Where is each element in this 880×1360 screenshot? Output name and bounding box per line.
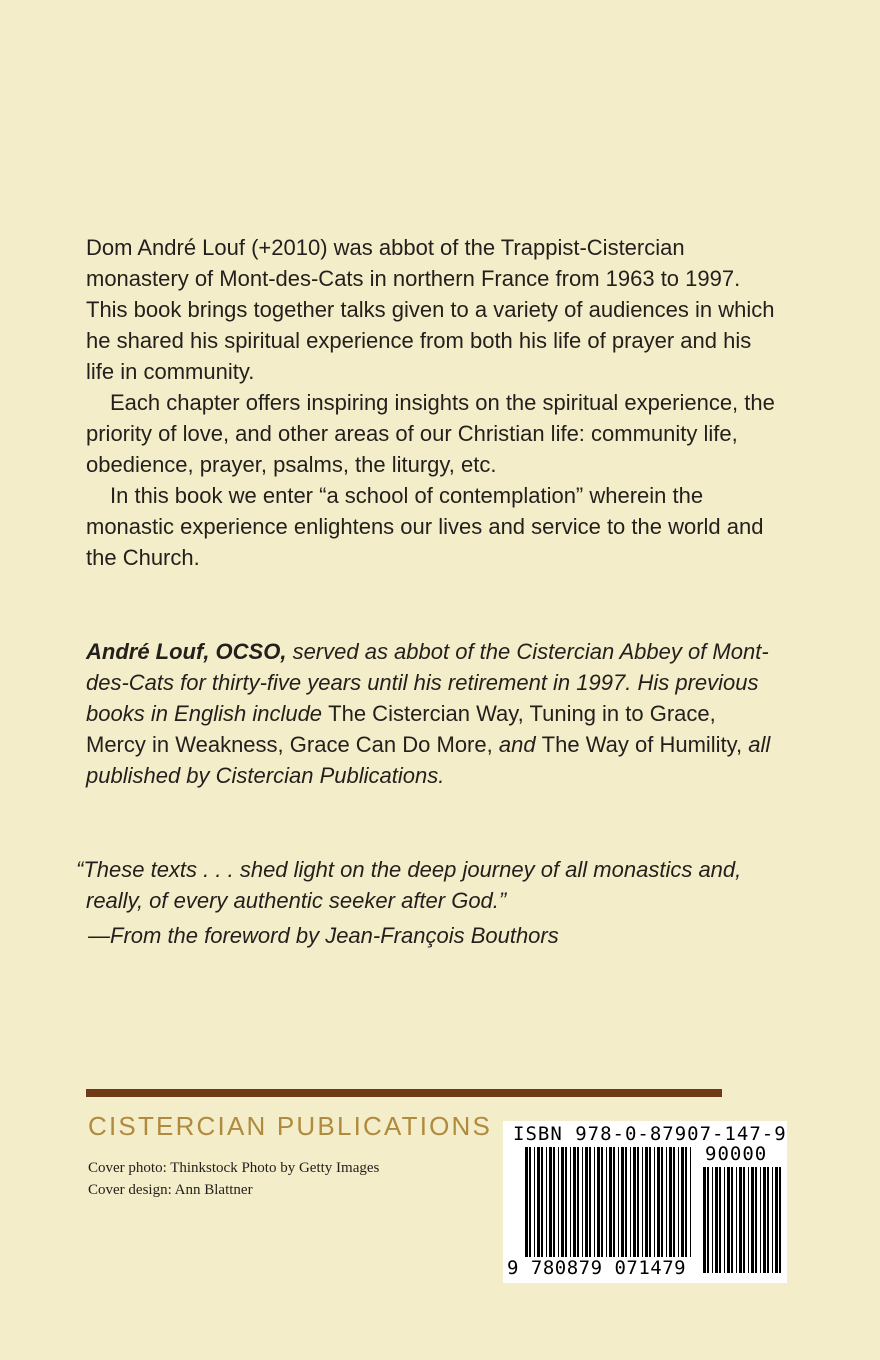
price-addon-digits: 90000 xyxy=(705,1143,768,1165)
ean-bar-33 xyxy=(657,1147,660,1257)
addon-bar-15 xyxy=(763,1167,766,1273)
addon-bar-3 xyxy=(715,1167,718,1273)
addon-bar-17 xyxy=(772,1167,773,1273)
isbn-label: ISBN 978-0-87907-147-9 xyxy=(513,1123,787,1145)
ean-bar-8 xyxy=(558,1147,559,1257)
ean-bar-14 xyxy=(582,1147,583,1257)
ean-bar-11 xyxy=(570,1147,571,1257)
ean-bar-7 xyxy=(553,1147,555,1257)
ean-bar-18 xyxy=(597,1147,600,1257)
ean-bar-20 xyxy=(606,1147,607,1257)
ean-bar-29 xyxy=(642,1147,643,1257)
ean-bar-3 xyxy=(537,1147,540,1257)
ean-bar-38 xyxy=(678,1147,679,1257)
book-titles-2: The Way of Humility, xyxy=(541,732,743,757)
foreword-quote xyxy=(76,854,796,951)
addon-bar-9 xyxy=(739,1167,742,1273)
photo-credit: Cover photo: Thinkstock Photo by Getty Images xyxy=(88,1160,380,1176)
ean-bar-41 xyxy=(690,1147,691,1257)
ean-bar-21 xyxy=(609,1147,612,1257)
addon-bar-14 xyxy=(760,1167,761,1273)
addon-bar-18 xyxy=(775,1167,778,1273)
quote-attribution: —From the foreword by Jean-François Bouthors xyxy=(88,923,559,948)
publisher-name: CISTERCIAN PUBLICATIONS xyxy=(88,1111,493,1141)
addon-bar-2 xyxy=(712,1167,713,1273)
description-paragraph-2: Each chapter offers inspiring insights on the spiritual experience, the priority of love, and other areas of our Christian life: community life, obedience, prayer, psalms, the liturgy, etc. xyxy=(86,390,775,477)
description-paragraph-1: Dom André Louf (+2010) was abbot of the Trappist-Cistercian monastery of Mont-des-Cats in northern France from 1963 to 1997. This book brings together talks given to a variety of audiences in which he shared his spiritual experience from both his life of prayer and his life in community. xyxy=(86,235,775,384)
addon-bar-5 xyxy=(724,1167,725,1273)
bio-and: and xyxy=(492,732,542,757)
ean-bar-31 xyxy=(649,1147,651,1257)
quote-line-2: really, of every authentic seeker after God.” xyxy=(86,888,507,913)
addon-bar-10 xyxy=(743,1167,745,1273)
book-titles-1: The Cistercian Way, Tuning in to Grace, Mercy in Weakness, Grace Can Do More, xyxy=(86,701,716,757)
bio-text-1: served as abbot of the Cistercian Abbey of Mont-des-Cats for thirty-five years until his retirement in 1997. His previous books in English include xyxy=(86,639,769,726)
ean-bar-27 xyxy=(633,1147,636,1257)
addon-bar-0 xyxy=(703,1167,706,1273)
quote-line-1: “These texts . . . shed light on the deep journey of all monastics and, xyxy=(76,857,742,882)
ean-bar-22 xyxy=(613,1147,615,1257)
addon-bar-16 xyxy=(767,1167,769,1273)
ean-bar-10 xyxy=(565,1147,567,1257)
isbn-barcode xyxy=(503,1121,787,1283)
addon-bar-1 xyxy=(707,1167,709,1273)
ean-bar-28 xyxy=(637,1147,639,1257)
ean-bar-25 xyxy=(625,1147,627,1257)
addon-bar-13 xyxy=(755,1167,757,1273)
ean-bar-1 xyxy=(529,1147,531,1257)
addon-bar-12 xyxy=(751,1167,754,1273)
addon-bar-11 xyxy=(748,1167,749,1273)
ean-digits: 9 780879 071479 xyxy=(507,1257,687,1279)
ean-bar-15 xyxy=(585,1147,588,1257)
ean-bar-17 xyxy=(594,1147,595,1257)
divider-rule xyxy=(86,1089,722,1097)
bio-text-2: all published by Cistercian Publications. xyxy=(86,732,771,788)
ean-bar-35 xyxy=(666,1147,667,1257)
ean-bar-32 xyxy=(654,1147,655,1257)
addon-bar-7 xyxy=(731,1167,733,1273)
ean-bar-24 xyxy=(621,1147,624,1257)
author-name: André Louf, OCSO, xyxy=(86,639,287,664)
ean-bar-13 xyxy=(577,1147,579,1257)
ean-bar-0 xyxy=(525,1147,528,1257)
design-credit: Cover design: Ann Blattner xyxy=(88,1182,253,1198)
ean-bar-26 xyxy=(630,1147,631,1257)
ean-bar-5 xyxy=(546,1147,547,1257)
addon-bar-8 xyxy=(736,1167,737,1273)
ean-bar-4 xyxy=(541,1147,543,1257)
ean-bar-2 xyxy=(534,1147,535,1257)
addon-bar-4 xyxy=(719,1167,721,1273)
ean-bar-30 xyxy=(645,1147,648,1257)
ean-bar-40 xyxy=(685,1147,687,1257)
ean-bar-6 xyxy=(549,1147,552,1257)
ean-bar-12 xyxy=(573,1147,576,1257)
cover-credits xyxy=(88,1157,379,1201)
addon-bar-19 xyxy=(779,1167,781,1273)
ean-bar-16 xyxy=(589,1147,591,1257)
ean-bar-9 xyxy=(561,1147,564,1257)
ean-bar-37 xyxy=(673,1147,675,1257)
description-paragraph-3: In this book we enter “a school of contemplation” wherein the monastic experience enlightens our lives and service to the world and the Church. xyxy=(86,483,764,570)
ean-bar-19 xyxy=(601,1147,603,1257)
author-bio xyxy=(86,636,776,791)
ean-bar-34 xyxy=(661,1147,663,1257)
ean-bar-23 xyxy=(618,1147,619,1257)
book-description xyxy=(86,232,776,573)
ean-bar-36 xyxy=(669,1147,672,1257)
ean-bar-39 xyxy=(681,1147,684,1257)
addon-bar-6 xyxy=(727,1167,730,1273)
